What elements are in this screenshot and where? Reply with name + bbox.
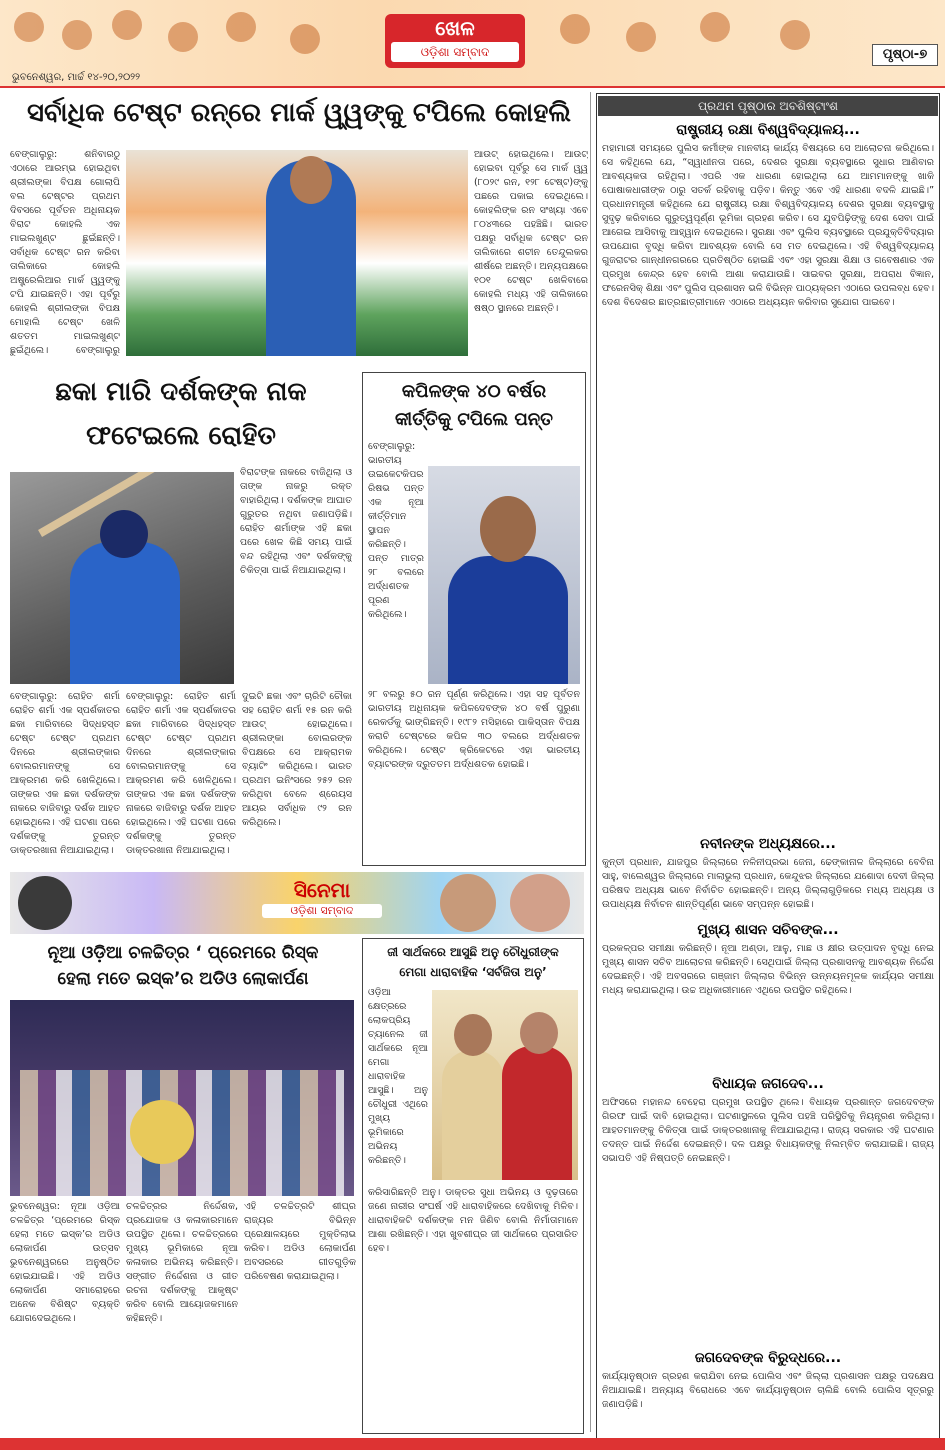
paper-name: ଓଡ଼ିଶା ସମ୍ବାଦ bbox=[391, 42, 519, 62]
story4-headline-line2: ହେଲା ମତେ ଇସ୍କ’ର ଅଡିଓ ଲୋକାର୍ପଣ bbox=[57, 969, 309, 989]
cricket-icon bbox=[14, 12, 44, 42]
story5-headline-line1: ଜୀ ସାର୍ଥକରେ ଆସୁଛି ଅନୁ ଚୌଧୁରୀଙ୍କ bbox=[387, 945, 559, 959]
story3-headline-line2: କୀର୍ତ୍ତିକୁ ଟପିଲେ ପନ୍ତ bbox=[394, 409, 554, 430]
story3-body-left: ବେଙ୍ଗାଲୁରୁ: ଭାରତୀୟ ଉଇକେଟକିପର ରିଷଭ ପନ୍ତ ଏକ ନୂଆ କୀର୍ତ୍ତିମାନ ସ୍ଥାପନ କରିଛନ୍ତି। ପନ୍ତ ମାତ୍ର ୨୮ ବଲରେ ଅର୍ଦ୍ଧଶତକ ପୂରଣ କରିଥିଲେ। bbox=[368, 441, 424, 620]
rc-section3-text: ପ୍ରକଳ୍ପର ସମୀକ୍ଷା କରିଛନ୍ତି। ନୂଆ ଅଣ୍ଡା, ଆଳୁ, ମାଛ ଓ କ୍ଷୀର ଉତ୍ପାଦନ ବୃଦ୍ଧି ନେଇ ମୁଖ୍ୟ ଶାସନ ସଚିବ ଆଲୋଚନା କରିଛନ୍ତି। ସେଥିପାଇଁ ଜିଲ୍ଲା ପ୍ରଶାସନକୁ ଆବଶ୍ୟକ ନିର୍ଦ୍ଦେଶ ଦେଇଛନ୍ତି। ଏହି ଅବସରରେ ଗଞ୍ଜାମ ଜିଲ୍ଲାର ବିଭିନ୍ନ ଉନ୍ନୟନମୂଳକ କାର୍ଯ୍ୟର ସମୀକ୍ଷା ମଧ୍ୟ କରାଯାଇଥିଲା। ଉଚ୍ଚ ଅଧିକାରୀମାନେ ଏଥିରେ ଉପସ୍ଥିତ ରହିଥିଲେ। bbox=[602, 943, 934, 996]
audio-launch-photo bbox=[10, 1000, 354, 1196]
story2-headline-line2: ଫଟେଇଲେ ରୋହିତ bbox=[86, 421, 276, 451]
dateline: ଭୁବନେଶ୍ୱର, ମାର୍ଚ୍ଚ ୧୪-୨୦,୨୦୨୨ bbox=[12, 72, 141, 83]
story1-body-right: ଆଉଟ୍ ହୋଇଥିଲେ। ଆଉଟ୍ ହୋଇବା ପୂର୍ବରୁ ସେ ମାର୍କ ୱ୍ୱ (୮୦୨୯ ରନ, ୧୨୮ ଟେଷ୍ଟ)ଙ୍କୁ ପଛରେ ପକାଇ ଦେଇଥିଲେ। କୋହଲିଙ୍କ ରନ ସଂଖ୍ୟା ଏବେ ୮୦୪୩ରେ ପହଞ୍ଚିଛି। ଭାରତ ପକ୍ଷରୁ ସର୍ବାଧିକ ଟେଷ୍ଟ ରନ ତାଲିକାରେ ଶଚୀନ ତେନ୍ଦୁଲକର ଶୀର୍ଷରେ ଅଛନ୍ତି। ଅନ୍ୟପକ୍ଷରେ ୧୦୧ ଟେଷ୍ଟ ଖେଳିବାରେ କୋହଲି ମଧ୍ୟ ଏହି ତାଲିକାରେ ଷଷ୍ଠ ସ୍ଥାନରେ ଅଛନ୍ତି। bbox=[474, 149, 588, 314]
section-title: ଖେଳ bbox=[435, 16, 475, 40]
story2-body-c: ଦୁଇଟି ଛକା ଏବଂ ଚାରିଟି ଚୌକା ସହ ରୋହିତ ଶର୍ମା ୧୫ ରନ କରି ଆଉଟ୍ ହୋଇଥିଲେ। ଶ୍ରୀଲଙ୍କା ବୋଲରଙ୍କ ବିପକ୍ଷରେ ସେ ଆକ୍ରାମକ ବ୍ୟାଟିଂ କରିଥିଲେ। ଭାରତ ପ୍ରଥମ ଇନିଂସରେ ୨୫୨ ରନ କରିଥିବା ବେଳେ ଶ୍ରେୟସ ଆୟର ସର୍ବାଧିକ ୯୨ ରନ କରିଥିଲେ। bbox=[242, 691, 352, 828]
rohit-photo bbox=[10, 472, 234, 684]
hockey-icon bbox=[168, 22, 198, 52]
film-reel-icon bbox=[18, 876, 72, 930]
rc-section1-heading: ରାଷ୍ଟ୍ରୀୟ ରକ୍ଷା ବିଶ୍ୱବିଦ୍ୟାଳୟ... bbox=[676, 122, 860, 138]
pant-photo bbox=[428, 466, 580, 684]
kohli-photo bbox=[126, 150, 468, 356]
story4-headline-line1: ନୂଆ ଓଡ଼ିଆ ଚଳଚ୍ଚିତ୍ର ‘ ପ୍ରେମରେ ରିସ୍କ bbox=[47, 943, 319, 963]
story5-headline-line2: ମେଗା ଧାରାବାହିକ ‘ସର୍ବଜିତା ଅନୁ’ bbox=[399, 965, 547, 979]
story5-body-bottom: କରିସାରିଛନ୍ତି ଅନୁ। ଡାକ୍ତର ସୁଧା ଅଭିନୟ ଓ ଦୃଢ଼ତାରେ ଜଣେ ନାରୀର ସଂଘର୍ଷ ଏହି ଧାରାବାହିକରେ ଦେଖିବାକୁ ମିଳିବ। ଧାରାବାହିକଟି ଦର୍ଶକଙ୍କ ମନ ଜିଣିବ ବୋଲି ନିର୍ମାତାମାନେ ଆଶା ରଖିଛନ୍ତି। ଏହା ଖୁବଶୀଘ୍ର ଜୀ ସାର୍ଥକରେ ପ୍ରସାରିତ ହେବ। bbox=[368, 1187, 578, 1254]
story2-body-a: ବିରାଟଙ୍କ ନାକରେ ବାଜିଥିଲା ଓ ତାଙ୍କ ନାକରୁ ରକ୍ତ ବାହାରିଥିଲା। ଦର୍ଶକଙ୍କ ଆଘାତ ଗୁରୁତର ନଥିବା ଜଣାପଡ଼ିଛି। ରୋହିତ ଶର୍ମାଙ୍କ ଏହି ଛକା ପରେ ଖେଳ କିଛି ସମୟ ପାଇଁ ବନ୍ଦ ରହିଥିଲା ଏବଂ ଦର୍ଶକଙ୍କୁ ଚିକିତ୍ସା ପାଇଁ ନିଆଯାଇଥିଲା। bbox=[240, 467, 352, 576]
badminton-icon bbox=[290, 24, 320, 54]
rc-section2-text: କୁନ୍ତୀ ପ୍ରଧାନ, ଯାଜପୁର ଜିଲ୍ଲାରେ ନଳିନୀପ୍ରଭା ଜେନା, ଢେଙ୍କାନାଳ ଜିଲ୍ଲାରେ ବେବିନା ସାହୁ, ବାଲେଶ୍ୱର ଜିଲ୍ଲାରେ ମାଲାଭୁଲା ପ୍ରଧାନ, କେନ୍ଦୁଝର ଜିଲ୍ଲାରେ ଯଶୋଦା ଦେବୀ ଜିଲ୍ଲା ପରିଷଦ ଅଧ୍ୟକ୍ଷ ଭାବେ ନିର୍ବାଚିତ ହୋଇଛନ୍ତି। ଅନ୍ୟ ଜିଲ୍ଲାଗୁଡ଼ିକରେ ମଧ୍ୟ ଅଧ୍ୟକ୍ଷ ଓ ଉପାଧ୍ୟକ୍ଷ ନିର୍ବାଚନ ଶାନ୍ତିପୂର୍ଣ୍ଣ ଭାବେ ସମ୍ପନ୍ନ ହୋଇଛି। bbox=[602, 857, 934, 910]
rc-section4-heading: ବିଧାୟକ ଜଗଦେବ... bbox=[712, 1076, 824, 1092]
cinema-title: ସିନେମା bbox=[293, 878, 351, 902]
story2-body-b: ବେଙ୍ଗାଲୁରୁ: ରୋହିତ ଶର୍ମା ରୋହିତ ଶର୍ମା ଏକ ସ୍ପର୍ଶକାତର ଛକା ମାରିବାରେ ସିଦ୍ଧହସ୍ତ ଟେଷ୍ଟ ଟେଷ୍ଟ ପ୍ରଥମ ଦିନରେ ଶ୍ରୀଲଙ୍କାର ବୋଲରମାନଙ୍କୁ ସେ ଆକ୍ରମଣ କରି ଖେଳିଥିଲେ। ତାଙ୍କର ଏକ ଛକା ଦର୍ଶକଙ୍କ ନାକରେ ବାଜିବାରୁ ଦର୍ଶକ ଆହତ ହୋଇଥିଲେ। ଏହି ଘଟଣା ପରେ ଦର୍ଶକଙ୍କୁ ତୁରନ୍ତ ଡାକ୍ତରଖାନା ନିଆଯାଇଥିଲା। bbox=[10, 691, 120, 856]
serial-photo bbox=[432, 990, 578, 1180]
story3-headline-line1: କପିଳଙ୍କ ୪୦ ବର୍ଷର bbox=[401, 381, 547, 402]
story1-body-left: ବେଙ୍ଗାଲୁରୁ: ଶନିବାରଠୁ ଏଠାରେ ଆରମ୍ଭ ହୋଇଥିବା ଶ୍ରୀଲଙ୍କା ବିପକ୍ଷ ଗୋଲାପି ବଲ ଟେଷ୍ଟର ପ୍ରଥମ ଦିବସରେ ପୂର୍ବତନ ଅଧିନାୟକ ବିରାଟ କୋହଲି ଏକ ମାଇଲଖୁଣ୍ଟ ଛୁଇଁଛନ୍ତି। ସର୍ବାଧିକ ଟେଷ୍ଟ ରନ କରିବା ତାଲିକାରେ କୋହଲି ଅଷ୍ଟ୍ରେଲିଆର ମାର୍କ ୱ୍ୱଙ୍କୁ ଟପି ଯାଇଛନ୍ତି। ଏହା ପୂର୍ବରୁ କୋହଲି ଶ୍ରୀଲଙ୍କା ବିପକ୍ଷ ମୋହାଲି ଟେଷ୍ଟ ଖେଳି ଶତତମ ମାଇଲଖୁଣ୍ଟ ଛୁଇଁଥିଲେ। ବେଙ୍ଗାଲୁରୁ bbox=[10, 149, 120, 356]
story3-body-bottom: ୨୮ ବଲରୁ ୫୦ ରନ ପୂର୍ଣ୍ଣ କରିଥିଲେ। ଏହା ସହ ପୂର୍ବତନ ଭାରତୀୟ ଅଧିନାୟକ କପିଳଦେବଙ୍କ ୪୦ ବର୍ଷ ପୁରୁଣା ରେକର୍ଡକୁ ଭାଙ୍ଗିଛନ୍ତି। ୧୯୮୨ ମସିହାରେ ପାକିସ୍ତାନ ବିପକ୍ଷ କରାଚି ଟେଷ୍ଟରେ କପିଳ ୩୦ ବଲରେ ଅର୍ଦ୍ଧଶତକ କରିଥିଲେ। ଟେଷ୍ଟ କ୍ରିକେଟରେ ଏହା ଭାରତୀୟ ବ୍ୟାଟରଙ୍କ ଦ୍ରୁତତମ ଅର୍ଦ୍ଧଶତକ ହୋଇଛି। bbox=[368, 689, 580, 770]
story2-body-b2: ବେଙ୍ଗାଲୁରୁ: ରୋହିତ ଶର୍ମା ରୋହିତ ଶର୍ମା ଏକ ସ୍ପର୍ଶକାତର ଛକା ମାରିବାରେ ସିଦ୍ଧହସ୍ତ ଟେଷ୍ଟ ଟେଷ୍ଟ ପ୍ରଥମ ଦିନରେ ଶ୍ରୀଲଙ୍କାର ବୋଲରମାନଙ୍କୁ ସେ ଆକ୍ରମଣ କରି ଖେଳିଥିଲେ। ତାଙ୍କର ଏକ ଛକା ଦର୍ଶକଙ୍କ ନାକରେ ବାଜିବାରୁ ଦର୍ଶକ ଆହତ ହୋଇଥିଲେ। ଏହି ଘଟଣା ପରେ ଦର୍ଶକଙ୍କୁ ତୁରନ୍ତ ଡାକ୍ତରଖାନା ନିଆଯାଇଥିଲା। bbox=[126, 691, 236, 856]
rc-section3-heading: ମୁଖ୍ୟ ଶାସନ ସଚିବଙ୍କ... bbox=[697, 922, 839, 938]
actor-portrait bbox=[440, 874, 496, 932]
boxing-icon bbox=[700, 12, 730, 42]
footer-bar bbox=[0, 1438, 945, 1450]
story4-body-b: ଚଳଚ୍ଚିତ୍ରର ନିର୍ଦ୍ଦେଶକ, ପ୍ରଯୋଜକ ଓ କଳାକାରମାନେ ଉପସ୍ଥିତ ଥିଲେ। ଚଳଚ୍ଚିତ୍ରରେ ମୁଖ୍ୟ ଭୂମିକାରେ ନୂଆ କଳାକାର ଅଭିନୟ କରିଛନ୍ତି। ସଙ୍ଗୀତ ନିର୍ଦ୍ଦେଶନା ଓ ଗୀତ ରଚନା ଦର୍ଶକଙ୍କୁ ଆକୃଷ୍ଟ କରିବ ବୋଲି ଆୟୋଜକମାନେ କହିଛନ୍ତି। bbox=[126, 1201, 238, 1324]
actress-portrait bbox=[510, 874, 570, 932]
rc-section1-text: ମହାମାରୀ ସମୟରେ ପୁଲିସ କର୍ମୀଙ୍କ ମାନବୀୟ କାର୍ଯ୍ୟ ବିଷୟରେ ସେ ଆଲୋଚନା କରିଥିଲେ। ସେ କହିଥିଲେ ଯେ, “ସ୍ୱାଧୀନତା ପରେ, ଦେଶର ସୁରକ୍ଷା ବ୍ୟବସ୍ଥାରେ ସୁଧାର ଆଣିବାର ଆବଶ୍ୟକତା ରହିଥିଲା। ଏପରି ଏକ ଧାରଣା ହୋଇଥିଲା ଯେ ଆମମାନଙ୍କୁ ଖାକି ପୋଷାକଧାରୀଙ୍କ ଠାରୁ ସତର୍କ ରହିବାକୁ ପଡ଼ିବ। କିନ୍ତୁ ଏବେ ଏହି ଧାରଣା ବଦଳି ଯାଇଛି।” ପ୍ରଧାନମନ୍ତ୍ରୀ କହିଥିଲେ ଯେ ରାଷ୍ଟ୍ରୀୟ ରକ୍ଷା ବିଶ୍ୱବିଦ୍ୟାଳୟ ଦେଶର ସୁରକ୍ଷା ବ୍ୟବସ୍ଥାକୁ ସୁଦୃଢ଼ କରିବାରେ ଗୁରୁତ୍ୱପୂର୍ଣ୍ଣ ଭୂମିକା ଗ୍ରହଣ କରିବ। ସେ ଯୁବପିଢ଼ିଙ୍କୁ ଦେଶ ସେବା ପାଇଁ ଆଗେଇ ଆସିବାକୁ ଆହ୍ୱାନ ଦେଇଥିଲେ। ସୁରକ୍ଷା ଏବଂ ପୁଲିସ ବ୍ୟବସ୍ଥାରେ ପ୍ରଯୁକ୍ତିବିଦ୍ୟାର ଉପଯୋଗ ବୃଦ୍ଧି କରିବା ଆବଶ୍ୟକ ବୋଲି ସେ ମତ ଦେଇଥିଲେ। ଏହି ବିଶ୍ୱବିଦ୍ୟାଳୟ ଗୁଜରାଟର ଗାନ୍ଧୀନଗରରେ ପ୍ରତିଷ୍ଠିତ ହୋଇଛି ଏବଂ ଏହା ସୁରକ୍ଷା ଶିକ୍ଷା ଓ ଗବେଷଣାର ଏକ ପ୍ରମୁଖ କେନ୍ଦ୍ର ହେବ ବୋଲି ଆଶା କରାଯାଉଛି। ସାଇବର ସୁରକ୍ଷା, ଅପରାଧ ବିଜ୍ଞାନ, ଫରେନସିକ୍ ଶିକ୍ଷା ଏବଂ ପୁଲିସ ପ୍ରଶାସନ ଭଳି ବିଭିନ୍ନ ପାଠ୍ୟକ୍ରମ ଏଠାରେ ଉପଲବ୍ଧ ହେବ। ଦେଶ ବିଦେଶର ଛାତ୍ରଛାତ୍ରୀମାନେ ଏଠାରେ ଅଧ୍ୟୟନ କରିବାର ସୁଯୋଗ ପାଇବେ। bbox=[602, 143, 934, 308]
story5-body-left: ଓଡ଼ିଆ କ୍ଷେତ୍ରରେ ଲୋକପ୍ରିୟ ଚ୍ୟାନେଲ ଜୀ ସାର୍ଥକରେ ନୂଆ ମେଗା ଧାରାବାହିକ ଆସୁଛି। ଅନୁ ଚୌଧୁରୀ ଏଥିରେ ମୁଖ୍ୟ ଭୂମିକାରେ ଅଭିନୟ କରିଛନ୍ତି। bbox=[368, 987, 428, 1166]
cinema-paper-name: ଓଡ଼ିଶା ସମ୍ବାଦ bbox=[262, 904, 382, 918]
runner-icon bbox=[226, 12, 256, 42]
tennis-icon bbox=[112, 10, 142, 40]
rc-section5-heading: ଜଗଦେବଙ୍କ ବିରୁଦ୍ଧରେ... bbox=[694, 1350, 842, 1366]
story4-body-c: ଏହି ଚଳଚ୍ଚିତ୍ରଟି ଶୀଘ୍ର ରାଜ୍ୟର ବିଭିନ୍ନ ପ୍ରେକ୍ଷାଳୟରେ ମୁକ୍ତିଲାଭ କରିବ। ଅଡିଓ ଲୋକାର୍ପଣ ଅବସରରେ ଗୀତଗୁଡ଼ିକ ପରିବେଷଣ କରାଯାଇଥିଲା। bbox=[244, 1201, 356, 1282]
story4-body-a: ଭୁବନେଶ୍ୱର: ନୂଆ ଓଡ଼ିଆ ଚଳଚ୍ଚିତ୍ର ‘ପ୍ରେମରେ ରିସ୍କ ହେଲା ମତେ ଇସ୍କ’ର ଅଡିଓ ଲୋକାର୍ପଣ ଉତ୍ସବ ଭୁବନେଶ୍ୱରରେ ଅନୁଷ୍ଠିତ ହୋଇଯାଇଛି। ଏହି ଅଡିଓ ଲୋକାର୍ପଣ ସମାରୋହରେ ଅନେକ ବିଶିଷ୍ଟ ବ୍ୟକ୍ତି ଯୋଗଦେଇଥିଲେ। bbox=[10, 1201, 120, 1324]
gymnast-icon bbox=[780, 20, 810, 50]
trophy-icon bbox=[560, 14, 590, 44]
continuations-header: ପ୍ରଥମ ପୃଷ୍ଠାର ଅବଶିଷ୍ଟାଂଶ bbox=[598, 96, 938, 116]
section-banner bbox=[385, 14, 525, 68]
page-number: ପୃଷ୍ଠା-୭ bbox=[872, 44, 938, 66]
basketball-icon bbox=[626, 22, 656, 52]
story2-headline-line1: ଛକା ମାରି ଦର୍ଶକଙ୍କ ନାକ bbox=[55, 377, 307, 407]
football-icon bbox=[62, 20, 92, 50]
rc-section2-heading: ନବୀନଙ୍କ ଅଧ୍ୟକ୍ଷରେ... bbox=[700, 836, 836, 852]
column-divider bbox=[590, 92, 591, 1432]
rc-section5-text: କାର୍ଯ୍ୟାନୁଷ୍ଠାନ ଗ୍ରହଣ କରାଯିବା ନେଇ ପୋଲିସ ଏବଂ ଜିଲ୍ଲା ପ୍ରଶାସନ ପକ୍ଷରୁ ପଦକ୍ଷେପ ନିଆଯାଇଛି। ଅନ୍ୟାୟ ବିରୋଧରେ ଏବେ କାର୍ଯ୍ୟାନୁଷ୍ଠାନ ଚାଲିଛି ବୋଲି ପୋଲିସ ସୂତ୍ରରୁ ଜଣାପଡ଼ିଛି। bbox=[602, 1371, 934, 1410]
rc-section4-text: ଅଫିସରେ ମହାନନ୍ଦ ବେହେରା ପ୍ରମୁଖ ଉପସ୍ଥିତ ଥିଲେ। ବିଧାୟକ ପ୍ରଶାନ୍ତ ଜଗଦେବଙ୍କ ଗିରଫ ପାଇଁ ଦାବି ହୋଇଥିଲା। ଘଟଣାସ୍ଥଳରେ ପୁଲିସ ପହଞ୍ଚି ପରିସ୍ଥିତିକୁ ନିୟନ୍ତ୍ରଣ କରିଥିଲା। ଆହତମାନଙ୍କୁ ଚିକିତ୍ସା ପାଇଁ ଡାକ୍ତରଖାନାକୁ ନିଆଯାଇଥିଲା। ରାଜ୍ୟ ସରକାର ଏହି ଘଟଣାର ତଦନ୍ତ ପାଇଁ ନିର୍ଦ୍ଦେଶ ଦେଇଛନ୍ତି। ଦଳ ପକ୍ଷରୁ ବିଧାୟକଙ୍କୁ ନିଲମ୍ବିତ କରାଯାଇଛି। ରାଜ୍ୟ ସଭାପତି ଏହି ନିଷ୍ପତ୍ତି ନେଇଛନ୍ତି। bbox=[602, 1097, 934, 1164]
story1-headline: ସର୍ବାଧିକ ଟେଷ୍ଟ ରନ୍‌ରେ ମାର୍କ ୱ୍ୱଙ୍କୁ ଟପିଲେ କୋହଲି bbox=[27, 98, 571, 128]
